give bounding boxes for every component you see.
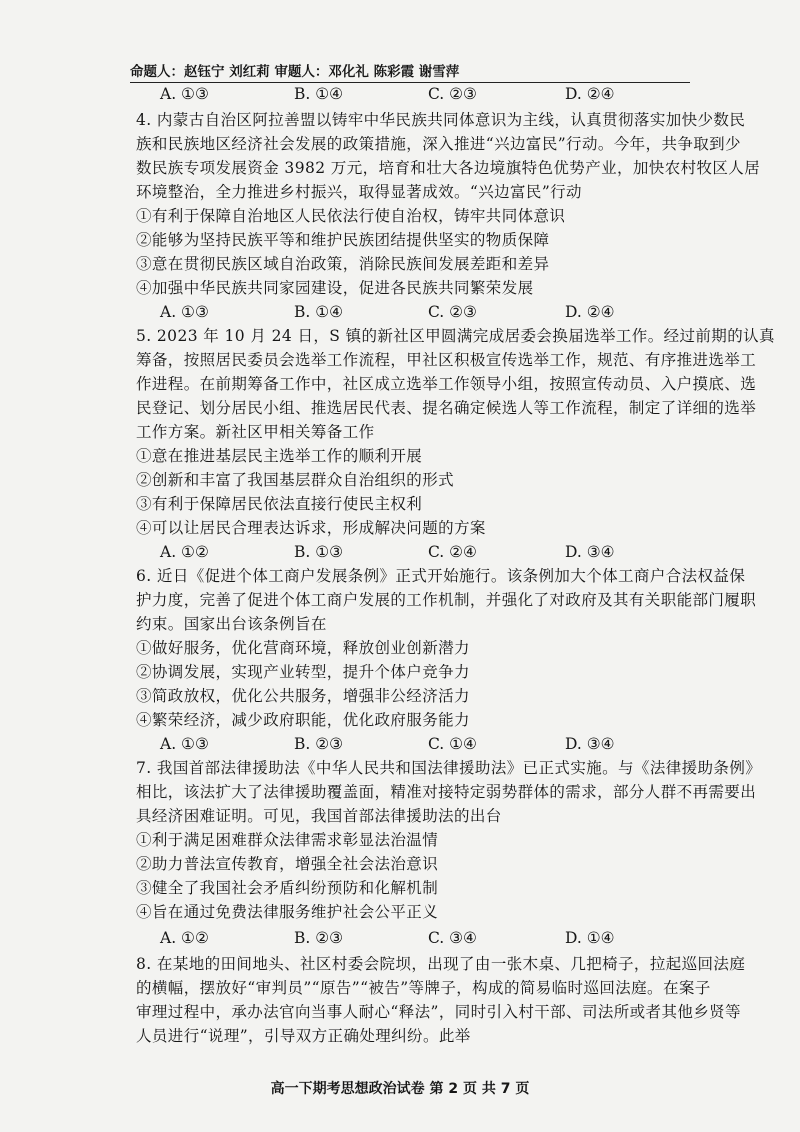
q6-option-b: B. ②③	[294, 735, 344, 753]
q4-statement-3: ③意在贯彻民族区域自治政策，消除民族间发展差距和差异	[136, 255, 550, 273]
q5-statement-1: ①意在推进基层民主选举工作的顺利开展	[136, 447, 423, 465]
q3-option-b: B. ①④	[294, 85, 344, 103]
q5-option-c: C. ②④	[428, 543, 477, 561]
q6-stem-line: 护力度，完善了促进个体工商户发展的工作机制，并强化了对政府及其有关职能部门履职	[136, 591, 757, 609]
q7-statement-3: ③健全了我国社会矛盾纠纷预防和化解机制	[136, 879, 439, 897]
q7-option-d: D. ①④	[565, 929, 615, 947]
q6-option-d: D. ③④	[565, 735, 615, 753]
q8-stem-line: 的横幅，摆放好“审判员”“原告”“被告”等牌子，构成的简易临时巡回法庭。在案子	[136, 979, 711, 997]
q4-statement-4: ④加强中华民族共同家园建设，促进各民族共同繁荣发展	[136, 279, 534, 297]
q7-option-a: A. ①②	[160, 929, 209, 947]
q4-option-d: D. ②④	[565, 303, 615, 321]
q5-statement-3: ③有利于保障居民依法直接行使民主权利	[136, 495, 423, 513]
q6-statement-2: ②协调发展，实现产业转型，提升个体户竞争力	[136, 663, 470, 681]
q3-option-a: A. ①③	[160, 85, 209, 103]
q5-stem-line: 工作方案。新社区甲相关筹备工作	[136, 423, 375, 441]
q3-option-d: D. ②④	[565, 85, 615, 103]
q4-stem-line: 4. 内蒙古自治区阿拉善盟以铸牢中华民族共同体意识为主线，认真贯彻落实加快少数民	[136, 111, 746, 129]
q5-stem-line: 作进程。在前期筹备工作中，社区成立选举工作领导小组，按照宣传动员、入户摸底、选	[136, 375, 757, 393]
q7-option-b: B. ②③	[294, 929, 344, 947]
q7-option-c: C. ③④	[428, 929, 477, 947]
q6-statement-3: ③简政放权，优化公共服务，增强非公经济活力	[136, 687, 470, 705]
page-header: 命题人：赵钰宁 刘红莉 审题人：邓化礼 陈彩霞 谢雪萍	[130, 60, 690, 83]
q7-statement-1: ①利于满足困难群众法律需求彰显法治温情	[136, 831, 439, 849]
q6-stem-line: 约束。国家出台该条例旨在	[136, 615, 327, 633]
q4-option-c: C. ②③	[428, 303, 477, 321]
q4-statement-2: ②能够为坚持民族平等和维护民族团结提供坚实的物质保障	[136, 231, 550, 249]
q8-stem-line: 审理过程中，承办法官向当事人耐心“释法”，同时引入村干部、司法所或者其他乡贤等	[136, 1003, 741, 1021]
q7-stem-line: 相比，该法扩大了法律援助覆盖面，精准对接特定弱势群体的需求，部分人群不再需要出	[136, 783, 757, 801]
q6-statement-1: ①做好服务，优化营商环境，释放创业创新潜力	[136, 639, 470, 657]
q4-statement-1: ①有利于保障自治地区人民依法行使自治权，铸牢共同体意识	[136, 207, 566, 225]
q5-option-a: A. ①②	[160, 543, 209, 561]
q4-stem-line: 数民族专项发展资金 3982 万元，培育和壮大各边境旗特色优势产业，加快农村牧区人居	[136, 159, 761, 177]
q5-stem-line: 筹备，按照居民委员会选举工作流程，甲社区积极宣传选举工作，规范、有序推进选举工	[136, 351, 757, 369]
q5-option-d: D. ③④	[565, 543, 615, 561]
q7-stem-line: 具经济困难证明。可见，我国首部法律援助法的出台	[136, 807, 502, 825]
q6-option-c: C. ①④	[428, 735, 477, 753]
q5-statement-2: ②创新和丰富了我国基层群众自治组织的形式	[136, 471, 455, 489]
q8-stem-line: 8. 在某地的田间地头、社区村委会院坝，出现了由一张木桌、几把椅子，拉起巡回法庭	[136, 955, 746, 973]
q7-statement-4: ④旨在通过免费法律服务维护社会公平正义	[136, 903, 439, 921]
q6-statement-4: ④繁荣经济，减少政府职能，优化政府服务能力	[136, 711, 470, 729]
q7-stem-line: 7. 我国首部法律援助法《中华人民共和国法律援助法》已正式实施。与《法律援助条例》	[136, 759, 762, 777]
q8-stem-line: 人员进行“说理”，引导双方正确处理纠纷。此举	[136, 1027, 471, 1045]
q3-option-c: C. ②③	[428, 85, 477, 103]
q7-statement-2: ②助力普法宣传教育，增强全社会法治意识	[136, 855, 439, 873]
q5-option-b: B. ①③	[294, 543, 344, 561]
q5-statement-4: ④可以让居民合理表达诉求，形成解决问题的方案	[136, 519, 486, 537]
q4-option-a: A. ①③	[160, 303, 209, 321]
q5-stem-line: 民登记、划分居民小组、推选居民代表、提名确定候选人等工作流程，制定了详细的选举	[136, 399, 757, 417]
q6-option-a: A. ①③	[160, 735, 209, 753]
q4-option-b: B. ①④	[294, 303, 344, 321]
q4-stem-line: 环境整治，全力推进乡村振兴，取得显著成效。“兴边富民”行动	[136, 183, 582, 201]
q5-stem-line: 5. 2023 年 10 月 24 日，S 镇的新社区甲圆满完成居委会换届选举工作。经过前期的认真	[136, 327, 775, 345]
q4-stem-line: 族和民族地区经济社会发展的政策措施，深入推进“兴边富民”行动。今年，共争取到少	[136, 135, 741, 153]
q6-stem-line: 6. 近日《促进个体工商户发展条例》正式开始施行。该条例加大个体工商户合法权益保	[136, 567, 746, 585]
page-footer: 高一下期考思想政治试卷 第 2 页 共 7 页	[270, 1081, 530, 1097]
